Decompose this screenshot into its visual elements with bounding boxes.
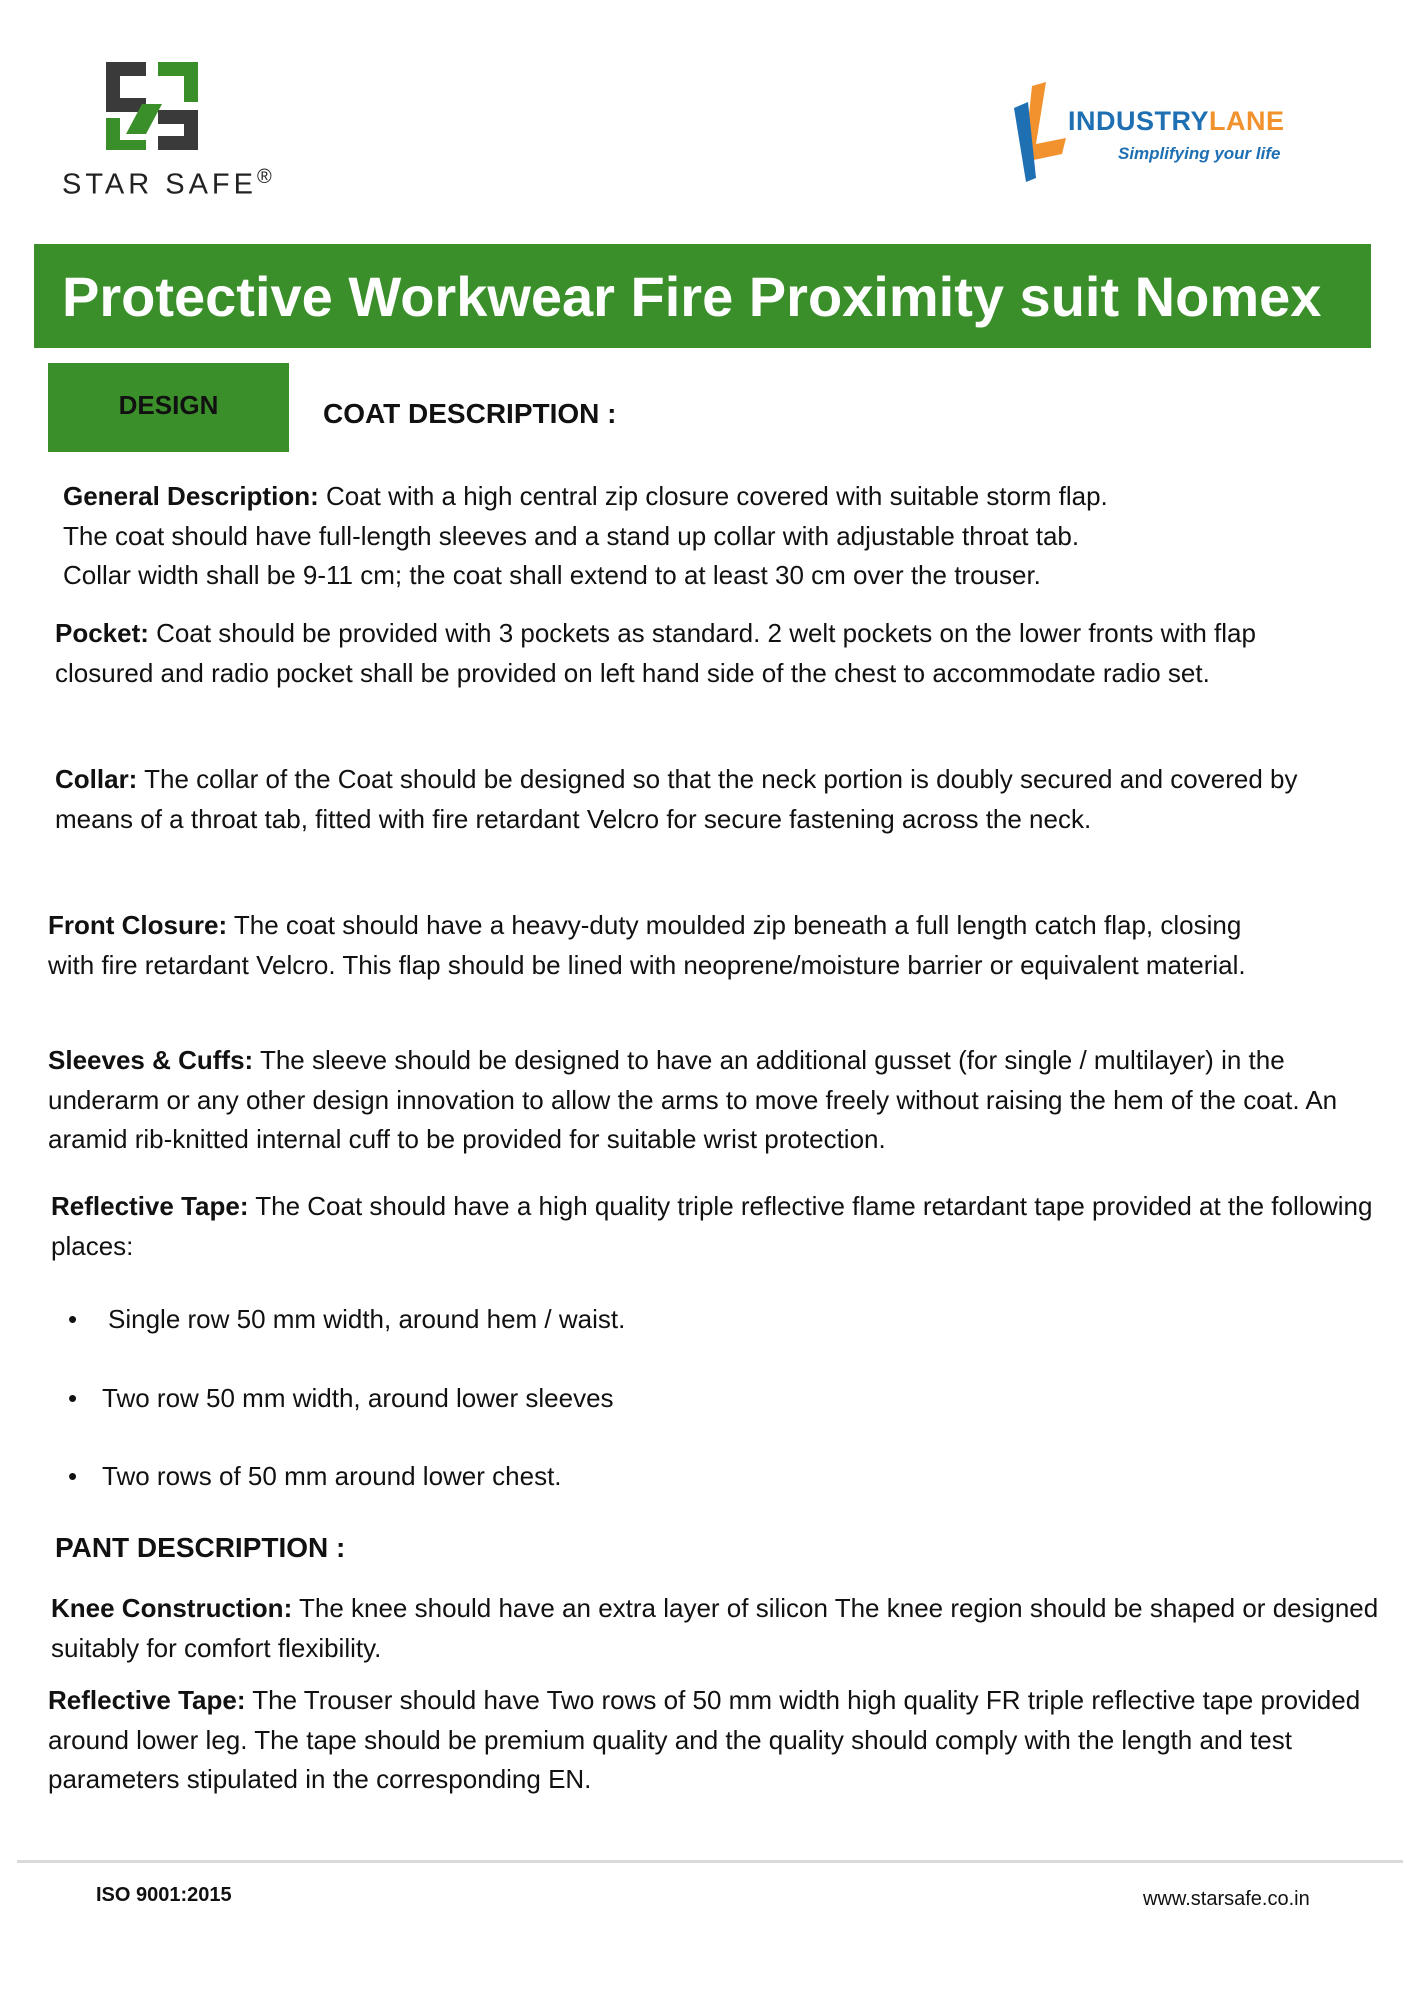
footer-divider — [17, 1860, 1403, 1863]
industrylane-mark-icon — [1010, 82, 1066, 182]
coat-reflective-tape-text: The Coat should have a high quality triple reflective flame retardant tape provided at the following places: — [51, 1191, 1373, 1261]
sleeves-cuffs-label: Sleeves & Cuffs: — [48, 1045, 254, 1075]
knee-construction-text: The knee should have an extra layer of silicon The knee region should be shaped or designed suitably for comfort flexibility. — [51, 1593, 1379, 1663]
page-title: Protective Workwear Fire Proximity suit Nomex — [62, 265, 1322, 328]
list-item: • Single row 50 mm width, around hem / waist. — [68, 1304, 626, 1334]
industrylane-logo — [1010, 82, 1350, 192]
pant-description-heading: PANT DESCRIPTION : — [55, 1532, 346, 1563]
coat-description-heading: COAT DESCRIPTION : — [323, 398, 617, 429]
trouser-reflective-tape-text: The Trouser should have Two rows of 50 mm width high quality FR triple reflective tape provided around lower leg. The tape should be premium quality and the quality should comply with the length and test parameters stipulated in the corresponding EN. — [48, 1685, 1361, 1794]
pocket-label: Pocket: — [55, 618, 149, 648]
trouser-reflective-tape-description — [48, 1681, 1388, 1800]
design-label: DESIGN — [118, 390, 219, 420]
title-banner — [34, 244, 1371, 348]
knee-construction-label: Knee Construction: — [51, 1593, 293, 1623]
iso-certification: ISO 9001:2015 — [96, 1884, 232, 1906]
general-description-label: General Description: — [63, 481, 319, 511]
industrylane-wordmark: INDUSTRYLANE — [1068, 106, 1285, 136]
collar-description — [55, 760, 1305, 839]
sleeves-cuffs-text: The sleeve should be designed to have an additional gusset (for single / multilayer) in the underarm or any other design innovation to allow the arms to move freely without raising the hem of the coat. An aramid rib-knitted internal cuff to be provided for suitable wrist protection. — [48, 1045, 1338, 1154]
general-description-line2: The coat should have full-length sleeves and a stand up collar with adjustable throat tab. — [63, 520, 1080, 551]
star-safe-logo — [62, 58, 292, 208]
front-closure-label: Front Closure: — [48, 910, 228, 940]
knee-construction-description — [51, 1589, 1391, 1668]
trouser-reflective-tape-label: Reflective Tape: — [48, 1685, 246, 1715]
general-description-line3: Collar width shall be 9-11 cm; the coat shall extend to at least 30 cm over the trouser. — [63, 560, 1041, 590]
list-item: • Two rows of 50 mm around lower chest. — [68, 1461, 562, 1491]
general-description-line1: Coat with a high central zip closure covered with suitable storm flap. — [318, 481, 1108, 511]
collar-text: The collar of the Coat should be designed so that the neck portion is doubly secured and covered by means of a throat tab, fitted with fire retardant Velcro for secure fastening across the neck. — [55, 764, 1298, 834]
bullet-icon: • — [68, 1461, 78, 1491]
star-safe-mark-icon — [102, 58, 232, 154]
industrylane-tagline: Simplifying your life — [1118, 144, 1281, 163]
collar-label: Collar: — [55, 764, 138, 794]
coat-reflective-tape-description — [51, 1187, 1381, 1266]
website-link[interactable]: www.starsafe.co.in — [1143, 1888, 1310, 1910]
sleeves-cuffs-description — [48, 1041, 1368, 1160]
front-closure-description — [48, 906, 1278, 985]
list-item: • Two row 50 mm width, around lower sleeves — [68, 1383, 614, 1413]
front-closure-text: The coat should have a heavy-duty moulded zip beneath a full length catch flap, closing with fire retardant Velcro. This flap should be lined with neoprene/moisture barrier or equivalent material. — [48, 910, 1246, 980]
bullet-icon: • — [68, 1383, 78, 1413]
coat-reflective-tape-label: Reflective Tape: — [51, 1191, 249, 1221]
design-box — [48, 363, 289, 452]
bullet-icon: • — [68, 1304, 78, 1334]
general-description — [63, 477, 1383, 596]
pocket-text: Coat should be provided with 3 pockets as standard. 2 welt pockets on the lower fronts with flap closured and radio pocket shall be provided on left hand side of the chest to accommodate radio set. — [55, 618, 1256, 688]
pocket-description — [55, 614, 1355, 693]
star-safe-wordmark: STAR SAFE® — [62, 166, 272, 201]
